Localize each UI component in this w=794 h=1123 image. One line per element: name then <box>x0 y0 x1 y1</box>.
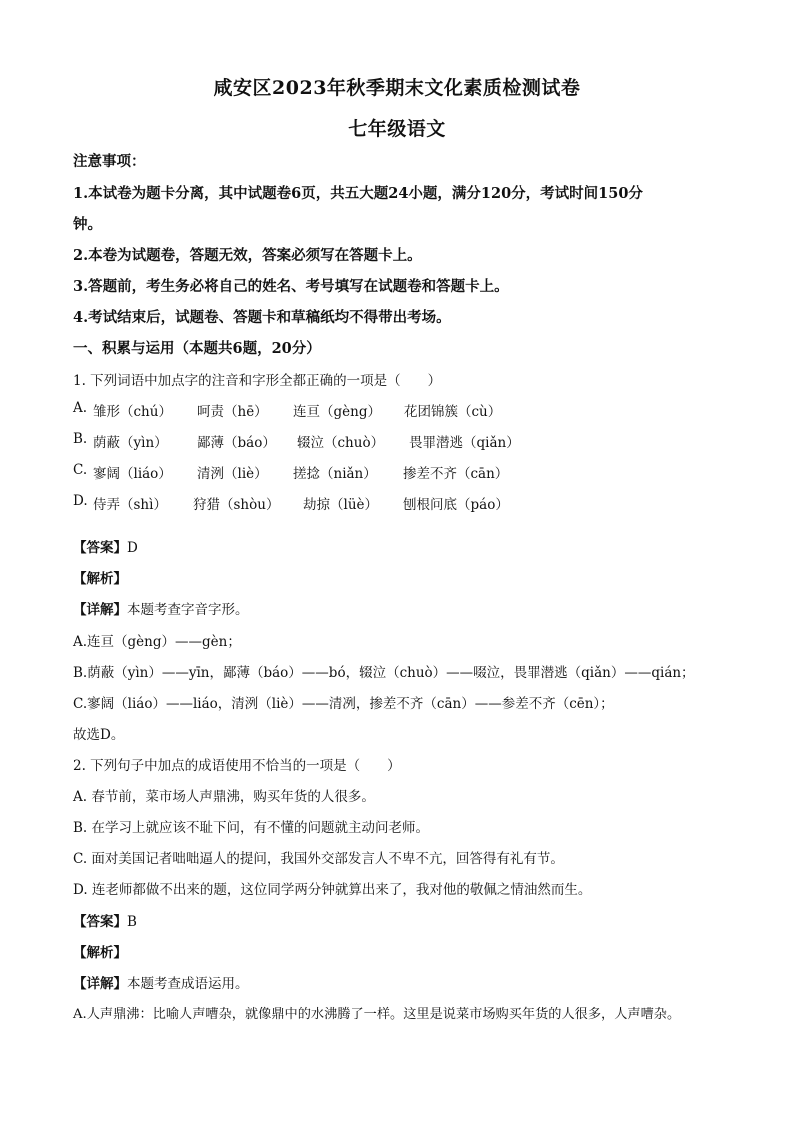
option-word: 劫掠（lüè） <box>303 497 379 513</box>
option-word: 清洌（liè） <box>197 466 268 482</box>
section-heading: 一、积累与运用（本题共6题，20分） <box>73 340 321 357</box>
notice-heading: 注意事项： <box>73 153 146 170</box>
option-word: 侍弄（shì） <box>93 497 167 513</box>
notice-item: 1.本试卷为题卡分离，其中试题卷6页，共五大题24小题，满分120分，考试时间150分 <box>73 185 643 202</box>
q1-option-d <box>73 493 733 513</box>
detail-tag: 详解 <box>86 602 114 618</box>
notice-item: 4.考试结束后，试题卷、答题卡和草稿纸均不得带出考场。 <box>73 309 451 326</box>
option-word: 荫蔽（yìn） <box>93 435 168 451</box>
option-word: 雏形（chú） <box>93 404 172 420</box>
answer-line: 【答案】B <box>73 914 137 930</box>
detail-text: C.寥阔（liáo）——liáo，清洌（liè）——清冽，掺差不齐（cān）——参差不齐（cēn）； <box>73 696 614 712</box>
answer-line: 【答案】D <box>73 540 138 556</box>
option-word: 花团锦簇（cù） <box>404 404 502 420</box>
q2-option-d: D. 连老师都做不出来的题，这位同学两分钟就算出来了，我对他的敬佩之情油然而生。 <box>73 882 592 898</box>
q2-option-c: C. 面对美国记者咄咄逼人的提问，我国外交部发言人不卑不亢，回答得有礼有节。 <box>73 851 564 867</box>
option-label: B. <box>73 431 88 447</box>
analysis-line: 【解析】 <box>73 571 127 587</box>
option-word: 狩猎（shòu） <box>193 497 280 513</box>
analysis-tag: 解析 <box>86 571 114 587</box>
detail-text: A.连亘（gèng）——gèn； <box>73 634 241 650</box>
option-label: D. <box>73 493 88 509</box>
detail-intro: 本题考查成语运用。 <box>127 976 249 992</box>
answer-value: B <box>127 914 137 930</box>
q2-option-b: B. 在学习上就应该不耻下问，有不懂的问题就主动问老师。 <box>73 820 430 836</box>
detail-line: 【详解】本题考查字音字形。 <box>73 602 249 618</box>
q1-option-c <box>73 462 733 482</box>
option-word: 辍泣（chuò） <box>297 435 385 451</box>
question-1-stem: 1. 下列词语中加点字的注音和字形全都正确的一项是（ ） <box>73 373 442 389</box>
option-word: 寥阔（liáo） <box>93 466 172 482</box>
option-word: 连亘（gèng） <box>293 404 381 420</box>
notice-item: 3.答题前，考生务必将自己的姓名、考号填写在试题卷和答题卡上。 <box>73 278 509 295</box>
detail-text: B.荫蔽（yìn）——yīn，鄙薄（báo）——bó，辍泣（chuò）——啜泣，畏罪潜逃（qiǎn）——qián； <box>73 665 695 681</box>
option-word: 掺差不齐（cān） <box>403 466 509 482</box>
option-word: 鄙薄（báo） <box>197 435 276 451</box>
answer-tag: 答案 <box>86 540 114 556</box>
option-word: 刨根问底（páo） <box>403 497 509 513</box>
answer-tag: 答案 <box>86 914 114 930</box>
notice-item: 钟。 <box>73 216 102 233</box>
analysis-tag: 解析 <box>86 945 114 961</box>
detail-text: 故选D。 <box>73 727 125 743</box>
option-label: A. <box>73 400 88 416</box>
q1-option-a <box>73 400 733 420</box>
question-2-stem: 2. 下列句子中加点的成语使用不恰当的一项是（ ） <box>73 758 401 774</box>
notice-item: 2.本卷为试题卷，答题无效，答案必须写在答题卡上。 <box>73 247 422 264</box>
answer-value: D <box>127 540 138 556</box>
detail-text: A.人声鼎沸：比喻人声嘈杂，就像鼎中的水沸腾了一样。这里是说菜市场购买年货的人很多，人声嘈杂。 <box>73 1007 681 1022</box>
option-word: 搓捻（niǎn） <box>293 466 377 482</box>
option-label: C. <box>73 462 88 478</box>
option-word: 畏罪潜逃（qiǎn） <box>409 435 520 451</box>
page-subtitle: 七年级语文 <box>348 118 446 140</box>
detail-tag: 详解 <box>86 976 114 992</box>
analysis-line: 【解析】 <box>73 945 127 961</box>
detail-intro: 本题考查字音字形。 <box>127 602 249 618</box>
q2-option-a: A. 春节前，菜市场人声鼎沸，购买年货的人很多。 <box>73 789 375 805</box>
detail-line: 【详解】本题考查成语运用。 <box>73 976 249 992</box>
option-word: 呵责（hē） <box>197 404 268 420</box>
page-title: 咸安区2023年秋季期末文化素质检测试卷 <box>213 77 581 99</box>
q1-option-b <box>73 431 733 451</box>
